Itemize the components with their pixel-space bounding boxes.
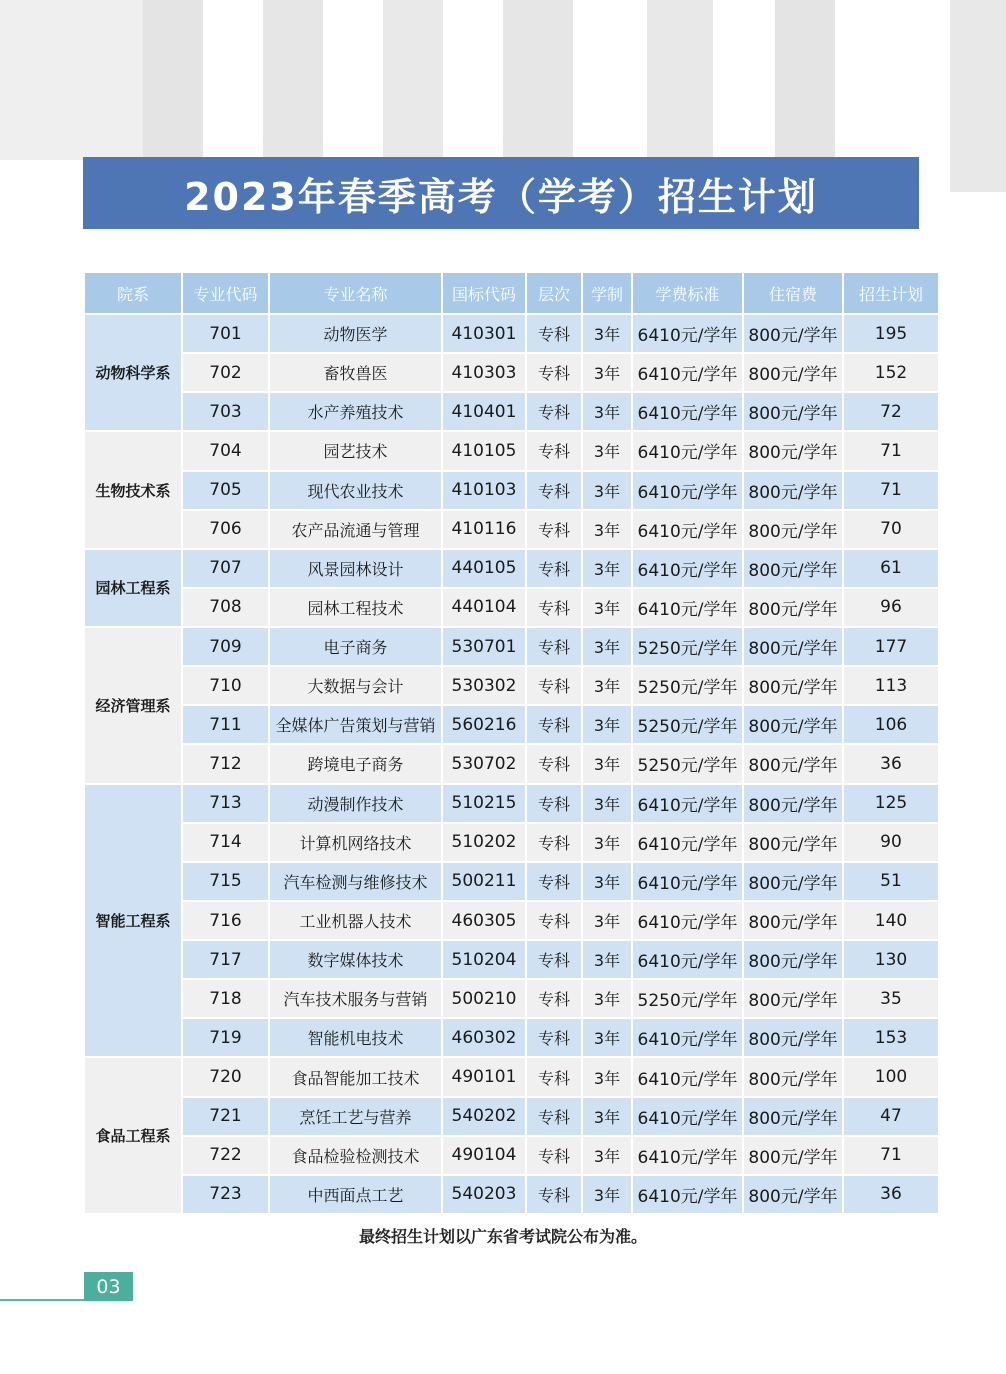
level-cell: 专科 [527,315,581,352]
dorm-fee-cell: 800元/学年 [744,745,842,782]
major-code-cell: 702 [183,354,268,391]
enrollment-plan-cell: 125 [844,785,938,822]
duration-cell: 3年 [583,941,631,978]
tuition-cell: 6410元/学年 [633,550,742,587]
major-code-cell: 719 [183,1019,268,1056]
major-name-cell: 工业机器人技术 [270,902,441,939]
duration-cell: 3年 [583,824,631,861]
column-header: 住宿费 [744,273,842,313]
major-code-cell: 723 [183,1176,268,1213]
major-name-cell: 大数据与会计 [270,667,441,704]
header-stripe [647,0,713,160]
major-name-cell: 动漫制作技术 [270,785,441,822]
column-header: 学费标准 [633,273,742,313]
national-code-cell: 500210 [443,980,525,1017]
header-stripe [143,0,203,160]
level-cell: 专科 [527,354,581,391]
duration-cell: 3年 [583,1137,631,1174]
dorm-fee-cell: 800元/学年 [744,511,842,548]
major-name-cell: 食品智能加工技术 [270,1058,441,1095]
major-code-cell: 703 [183,393,268,430]
department-cell: 智能工程系 [85,785,181,1057]
tuition-cell: 6410元/学年 [633,511,742,548]
duration-cell: 3年 [583,393,631,430]
dorm-fee-cell: 800元/学年 [744,824,842,861]
major-name-cell: 现代农业技术 [270,472,441,509]
column-header: 国标代码 [443,273,525,313]
duration-cell: 3年 [583,902,631,939]
level-cell: 专科 [527,785,581,822]
tuition-cell: 6410元/学年 [633,354,742,391]
level-cell: 专科 [527,1019,581,1056]
major-name-cell: 畜牧兽医 [270,354,441,391]
enrollment-plan-cell: 47 [844,1098,938,1135]
national-code-cell: 410301 [443,315,525,352]
tuition-cell: 6410元/学年 [633,589,742,626]
enrollment-plan-cell: 177 [844,628,938,665]
level-cell: 专科 [527,941,581,978]
national-code-cell: 410303 [443,354,525,391]
duration-cell: 3年 [583,589,631,626]
tuition-cell: 6410元/学年 [633,393,742,430]
duration-cell: 3年 [583,511,631,548]
level-cell: 专科 [527,745,581,782]
major-name-cell: 数字媒体技术 [270,941,441,978]
dorm-fee-cell: 800元/学年 [744,315,842,352]
column-header: 层次 [527,273,581,313]
level-cell: 专科 [527,589,581,626]
level-cell: 专科 [527,980,581,1017]
level-cell: 专科 [527,1058,581,1095]
level-cell: 专科 [527,393,581,430]
dorm-fee-cell: 800元/学年 [744,941,842,978]
department-cell: 动物科学系 [85,315,181,430]
national-code-cell: 460302 [443,1019,525,1056]
tuition-cell: 5250元/学年 [633,745,742,782]
major-code-cell: 717 [183,941,268,978]
duration-cell: 3年 [583,1098,631,1135]
level-cell: 专科 [527,667,581,704]
national-code-cell: 440105 [443,550,525,587]
major-code-cell: 720 [183,1058,268,1095]
enrollment-plan-cell: 35 [844,980,938,1017]
enrollment-plan-cell: 100 [844,1058,938,1095]
duration-cell: 3年 [583,315,631,352]
dorm-fee-cell: 800元/学年 [744,902,842,939]
header-stripe [503,0,573,160]
major-code-cell: 716 [183,902,268,939]
duration-cell: 3年 [583,628,631,665]
national-code-cell: 540202 [443,1098,525,1135]
tuition-cell: 6410元/学年 [633,1137,742,1174]
major-name-cell: 园艺技术 [270,432,441,469]
dorm-fee-cell: 800元/学年 [744,432,842,469]
national-code-cell: 560216 [443,706,525,743]
enrollment-plan-cell: 70 [844,511,938,548]
major-name-cell: 计算机网络技术 [270,824,441,861]
duration-cell: 3年 [583,1019,631,1056]
level-cell: 专科 [527,902,581,939]
national-code-cell: 530702 [443,745,525,782]
enrollment-plan-cell: 71 [844,472,938,509]
header-stripe [383,0,443,160]
dorm-fee-cell: 800元/学年 [744,785,842,822]
enrollment-plan-cell: 36 [844,745,938,782]
enrollment-plan-cell: 51 [844,863,938,900]
tuition-cell: 6410元/学年 [633,863,742,900]
tuition-cell: 5250元/学年 [633,667,742,704]
column-header: 招生计划 [844,273,938,313]
tuition-cell: 5250元/学年 [633,706,742,743]
dorm-fee-cell: 800元/学年 [744,667,842,704]
major-code-cell: 709 [183,628,268,665]
dorm-fee-cell: 800元/学年 [744,1058,842,1095]
column-header: 专业代码 [183,273,268,313]
national-code-cell: 410116 [443,511,525,548]
page-title: 2023年春季高考（学考）招生计划 [83,157,919,229]
tuition-cell: 6410元/学年 [633,1176,742,1213]
major-code-cell: 722 [183,1137,268,1174]
major-name-cell: 风景园林设计 [270,550,441,587]
dorm-fee-cell: 800元/学年 [744,1137,842,1174]
dorm-fee-cell: 800元/学年 [744,354,842,391]
enrollment-plan-cell: 195 [844,315,938,352]
tuition-cell: 6410元/学年 [633,941,742,978]
level-cell: 专科 [527,432,581,469]
major-name-cell: 汽车检测与维修技术 [270,863,441,900]
tuition-cell: 6410元/学年 [633,824,742,861]
major-code-cell: 706 [183,511,268,548]
national-code-cell: 510202 [443,824,525,861]
major-name-cell: 动物医学 [270,315,441,352]
national-code-cell: 500211 [443,863,525,900]
level-cell: 专科 [527,472,581,509]
national-code-cell: 540203 [443,1176,525,1213]
tuition-cell: 6410元/学年 [633,1019,742,1056]
dorm-fee-cell: 800元/学年 [744,472,842,509]
national-code-cell: 410105 [443,432,525,469]
national-code-cell: 530701 [443,628,525,665]
dorm-fee-cell: 800元/学年 [744,628,842,665]
national-code-cell: 410401 [443,393,525,430]
enrollment-plan-cell: 71 [844,432,938,469]
enrollment-plan-cell: 90 [844,824,938,861]
major-name-cell: 食品检验检测技术 [270,1137,441,1174]
national-code-cell: 530302 [443,667,525,704]
tuition-cell: 6410元/学年 [633,1098,742,1135]
level-cell: 专科 [527,706,581,743]
level-cell: 专科 [527,628,581,665]
column-header: 专业名称 [270,273,441,313]
duration-cell: 3年 [583,472,631,509]
level-cell: 专科 [527,550,581,587]
department-cell: 食品工程系 [85,1058,181,1213]
header-stripe [775,0,835,160]
major-name-cell: 全媒体广告策划与营销 [270,706,441,743]
duration-cell: 3年 [583,432,631,469]
dorm-fee-cell: 800元/学年 [744,589,842,626]
level-cell: 专科 [527,824,581,861]
enrollment-table [85,273,922,1213]
major-code-cell: 710 [183,667,268,704]
footnote: 最终招生计划以广东省考试院公布为准。 [358,1227,647,1246]
enrollment-plan-cell: 130 [844,941,938,978]
major-code-cell: 711 [183,706,268,743]
dorm-fee-cell: 800元/学年 [744,1098,842,1135]
national-code-cell: 460305 [443,902,525,939]
major-code-cell: 712 [183,745,268,782]
major-code-cell: 714 [183,824,268,861]
national-code-cell: 510204 [443,941,525,978]
enrollment-plan-cell: 36 [844,1176,938,1213]
dorm-fee-cell: 800元/学年 [744,980,842,1017]
tuition-cell: 6410元/学年 [633,315,742,352]
tuition-cell: 6410元/学年 [633,902,742,939]
major-code-cell: 701 [183,315,268,352]
national-code-cell: 510215 [443,785,525,822]
major-name-cell: 烹饪工艺与营养 [270,1098,441,1135]
enrollment-plan-cell: 61 [844,550,938,587]
duration-cell: 3年 [583,863,631,900]
duration-cell: 3年 [583,980,631,1017]
level-cell: 专科 [527,863,581,900]
duration-cell: 3年 [583,745,631,782]
dorm-fee-cell: 800元/学年 [744,1176,842,1213]
duration-cell: 3年 [583,706,631,743]
department-cell: 经济管理系 [85,628,181,783]
major-code-cell: 721 [183,1098,268,1135]
duration-cell: 3年 [583,667,631,704]
duration-cell: 3年 [583,785,631,822]
duration-cell: 3年 [583,1058,631,1095]
major-name-cell: 智能机电技术 [270,1019,441,1056]
major-code-cell: 713 [183,785,268,822]
enrollment-plan-cell: 152 [844,354,938,391]
level-cell: 专科 [527,1137,581,1174]
major-code-cell: 718 [183,980,268,1017]
major-name-cell: 电子商务 [270,628,441,665]
dorm-fee-cell: 800元/学年 [744,393,842,430]
level-cell: 专科 [527,511,581,548]
national-code-cell: 440104 [443,589,525,626]
major-code-cell: 705 [183,472,268,509]
duration-cell: 3年 [583,1176,631,1213]
major-code-cell: 707 [183,550,268,587]
major-name-cell: 中西面点工艺 [270,1176,441,1213]
national-code-cell: 490101 [443,1058,525,1095]
dorm-fee-cell: 800元/学年 [744,863,842,900]
tuition-cell: 6410元/学年 [633,472,742,509]
enrollment-plan-cell: 71 [844,1137,938,1174]
dorm-fee-cell: 800元/学年 [744,550,842,587]
department-cell: 园林工程系 [85,550,181,626]
major-name-cell: 园林工程技术 [270,589,441,626]
major-name-cell: 跨境电子商务 [270,745,441,782]
tuition-cell: 6410元/学年 [633,1058,742,1095]
tuition-cell: 6410元/学年 [633,785,742,822]
tuition-cell: 6410元/学年 [633,432,742,469]
header-stripe [950,0,1006,192]
level-cell: 专科 [527,1098,581,1135]
tuition-cell: 5250元/学年 [633,980,742,1017]
major-code-cell: 715 [183,863,268,900]
enrollment-plan-cell: 96 [844,589,938,626]
national-code-cell: 490104 [443,1137,525,1174]
major-name-cell: 汽车技术服务与营销 [270,980,441,1017]
dorm-fee-cell: 800元/学年 [744,1019,842,1056]
enrollment-plan-cell: 140 [844,902,938,939]
duration-cell: 3年 [583,550,631,587]
column-header: 学制 [583,273,631,313]
enrollment-plan-cell: 72 [844,393,938,430]
header-stripe [263,0,323,160]
enrollment-plan-cell: 153 [844,1019,938,1056]
level-cell: 专科 [527,1176,581,1213]
major-code-cell: 704 [183,432,268,469]
column-header: 院系 [85,273,181,313]
header-stripe [0,0,143,160]
page-number: 03 [84,1272,133,1301]
tuition-cell: 5250元/学年 [633,628,742,665]
enrollment-plan-cell: 106 [844,706,938,743]
national-code-cell: 410103 [443,472,525,509]
duration-cell: 3年 [583,354,631,391]
major-code-cell: 708 [183,589,268,626]
dorm-fee-cell: 800元/学年 [744,706,842,743]
major-name-cell: 水产养殖技术 [270,393,441,430]
enrollment-plan-cell: 113 [844,667,938,704]
page-accent-line [0,1299,84,1301]
major-name-cell: 农产品流通与管理 [270,511,441,548]
department-cell: 生物技术系 [85,432,181,547]
